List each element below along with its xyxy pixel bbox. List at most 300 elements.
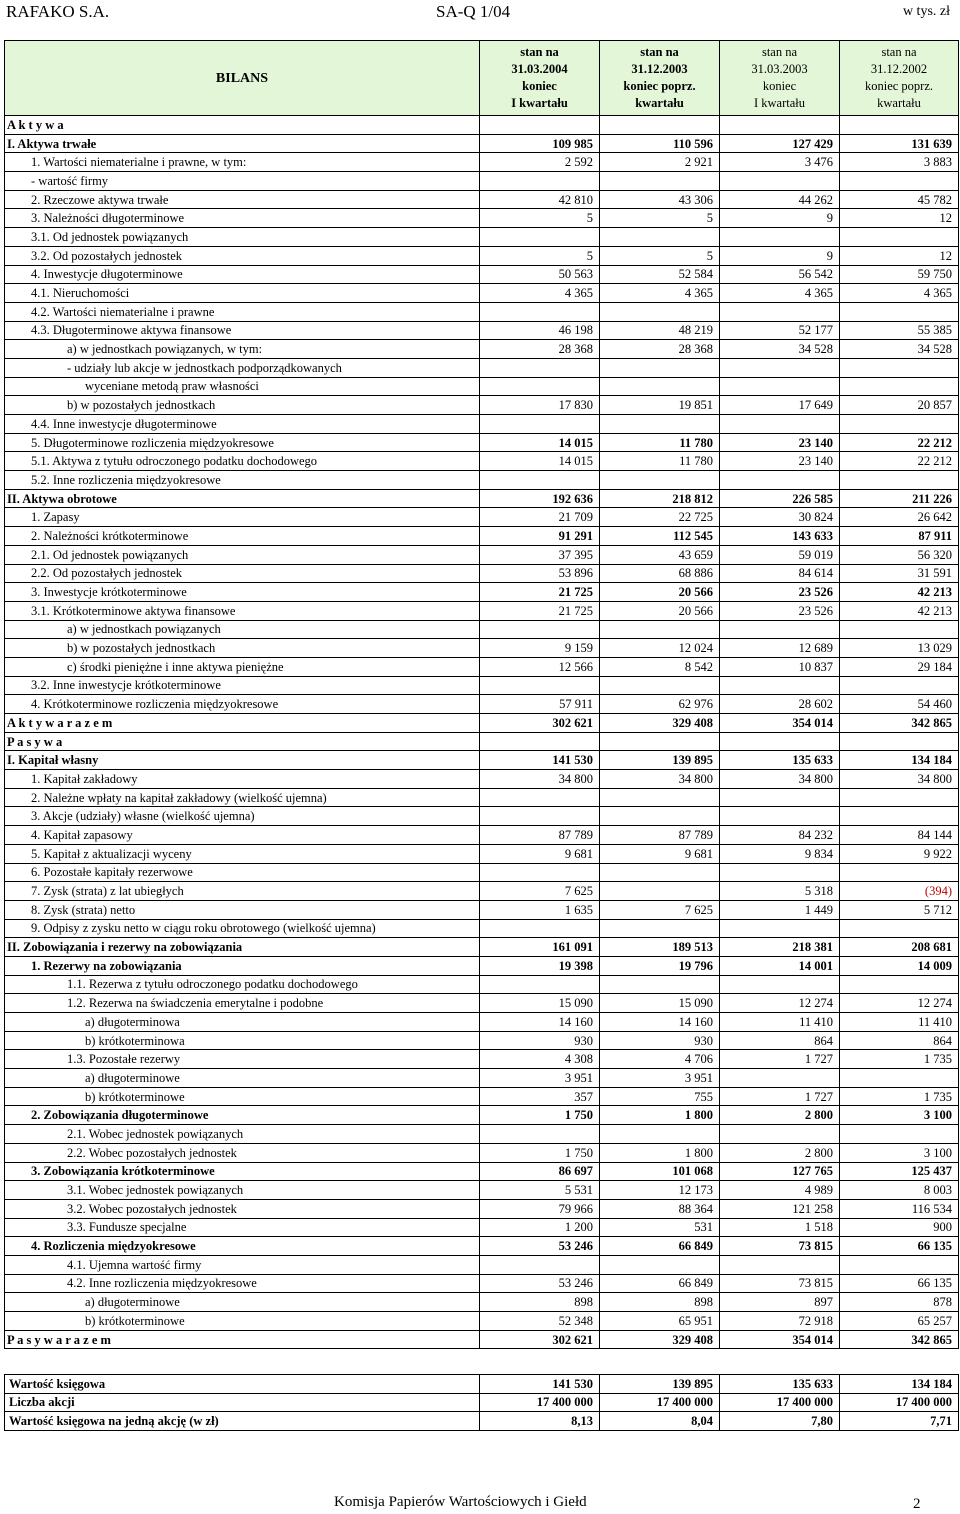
row-value xyxy=(720,919,840,938)
row-value xyxy=(600,358,720,377)
table-row xyxy=(5,358,959,377)
row-value: 131 639 xyxy=(840,134,959,153)
row-value: 226 585 xyxy=(720,489,840,508)
row-value: 9 xyxy=(720,209,840,228)
row-label: 1.3. Pozostałe rezerwy xyxy=(5,1050,480,1069)
table-row xyxy=(5,1293,959,1312)
row-value: 34 800 xyxy=(720,770,840,789)
row-value: 4 308 xyxy=(480,1050,600,1069)
row-label: II. Zobowiązania i rezerwy na zobowiązania xyxy=(5,938,480,957)
row-value: 342 865 xyxy=(840,1330,959,1349)
row-value: 15 090 xyxy=(600,994,720,1013)
table-row xyxy=(5,1050,959,1069)
row-value: 125 437 xyxy=(840,1162,959,1181)
row-value xyxy=(720,302,840,321)
row-value: 135 633 xyxy=(720,751,840,770)
row-label: - udziały lub akcje w jednostkach podporządkowanych xyxy=(5,358,480,377)
unit-label: w tys. zł xyxy=(902,4,950,19)
row-label: a) długoterminowa xyxy=(5,1013,480,1032)
row-value xyxy=(720,358,840,377)
row-value: 112 545 xyxy=(600,527,720,546)
summary-value: 139 895 xyxy=(600,1375,720,1394)
row-value: 19 851 xyxy=(600,396,720,415)
row-value: 20 566 xyxy=(600,601,720,620)
page-number: 2 xyxy=(913,1496,921,1512)
company-name: RAFAKO S.A. xyxy=(6,2,110,21)
table-row xyxy=(5,1013,959,1032)
row-label: b) krótkoterminowe xyxy=(5,1312,480,1331)
row-value xyxy=(480,1125,600,1144)
row-value: 87 789 xyxy=(600,826,720,845)
row-label: 2.1. Od jednostek powiązanych xyxy=(5,545,480,564)
row-value: 3 476 xyxy=(720,153,840,172)
summary-label: Wartość księgowa xyxy=(5,1375,480,1394)
row-value: 65 257 xyxy=(840,1312,959,1331)
row-value: 4 365 xyxy=(840,284,959,303)
column-header-line: kwartału xyxy=(635,96,684,110)
row-label: c) środki pieniężne i inne aktywa pieniężne xyxy=(5,657,480,676)
row-value: 14 160 xyxy=(480,1013,600,1032)
summary-row xyxy=(5,1375,959,1394)
row-value xyxy=(840,358,959,377)
table-row xyxy=(5,527,959,546)
row-value: 54 460 xyxy=(840,695,959,714)
row-value: 5 xyxy=(600,246,720,265)
row-value xyxy=(480,471,600,490)
row-value xyxy=(600,302,720,321)
row-value: 1 727 xyxy=(720,1087,840,1106)
table-row xyxy=(5,826,959,845)
row-value: 59 750 xyxy=(840,265,959,284)
table-row xyxy=(5,788,959,807)
row-value: 37 395 xyxy=(480,545,600,564)
row-value: 11 780 xyxy=(600,452,720,471)
row-value: 53 246 xyxy=(480,1237,600,1256)
table-row xyxy=(5,377,959,396)
row-label: 1.2. Rezerwa na świadczenia emerytalne i podobne xyxy=(5,994,480,1013)
row-label: 4.1. Nieruchomości xyxy=(5,284,480,303)
row-value: 43 659 xyxy=(600,545,720,564)
summary-row xyxy=(5,1393,959,1412)
row-value: 73 815 xyxy=(720,1274,840,1293)
row-value: 45 782 xyxy=(840,190,959,209)
row-value: 8 003 xyxy=(840,1181,959,1200)
row-value: 34 528 xyxy=(720,340,840,359)
row-label: 6. Pozostałe kapitały rezerwowe xyxy=(5,863,480,882)
row-value xyxy=(720,1125,840,1144)
row-value xyxy=(600,807,720,826)
table-header-row xyxy=(5,41,959,116)
table-row xyxy=(5,545,959,564)
row-value: 11 410 xyxy=(720,1013,840,1032)
row-label: 4.4. Inne inwestycje długoterminowe xyxy=(5,415,480,434)
row-label: a) długoterminowe xyxy=(5,1293,480,1312)
row-value: 4 365 xyxy=(480,284,600,303)
row-value xyxy=(480,807,600,826)
row-value xyxy=(480,863,600,882)
row-label: 4. Krótkoterminowe rozliczenia międzyokresowe xyxy=(5,695,480,714)
row-label: P a s y w a r a z e m xyxy=(5,1330,480,1349)
table-row xyxy=(5,284,959,303)
row-value: 21 709 xyxy=(480,508,600,527)
row-label: 8. Zysk (strata) netto xyxy=(5,900,480,919)
row-value: 66 849 xyxy=(600,1237,720,1256)
row-value: 5 318 xyxy=(720,882,840,901)
row-value xyxy=(600,1125,720,1144)
row-value: 3 951 xyxy=(480,1069,600,1088)
row-value: 53 896 xyxy=(480,564,600,583)
row-value xyxy=(720,975,840,994)
table-row xyxy=(5,1218,959,1237)
row-label: b) w pozostałych jednostkach xyxy=(5,639,480,658)
summary-value: 17 400 000 xyxy=(840,1393,959,1412)
table-row xyxy=(5,1181,959,1200)
row-value: 22 212 xyxy=(840,452,959,471)
table-row xyxy=(5,639,959,658)
summary-value: 17 400 000 xyxy=(480,1393,600,1412)
table-title: BILANS xyxy=(5,41,480,116)
row-value: 5 xyxy=(480,246,600,265)
summary-value: 7,80 xyxy=(720,1412,840,1431)
row-value: 211 226 xyxy=(840,489,959,508)
column-header xyxy=(600,41,720,116)
summary-label: Liczba akcji xyxy=(5,1393,480,1412)
row-value: 4 706 xyxy=(600,1050,720,1069)
row-value xyxy=(720,788,840,807)
row-value: 1 735 xyxy=(840,1087,959,1106)
table-row xyxy=(5,1069,959,1088)
row-value: 17 830 xyxy=(480,396,600,415)
table-row xyxy=(5,1199,959,1218)
row-label: 5. Długoterminowe rozliczenia międzyokresowe xyxy=(5,433,480,452)
row-label: A k t y w a xyxy=(5,116,480,135)
document-id: SA-Q 1/04 xyxy=(436,2,511,21)
row-value xyxy=(480,302,600,321)
column-header-line: I kwartału xyxy=(511,96,568,110)
row-value xyxy=(840,471,959,490)
row-value xyxy=(840,415,959,434)
row-value: 208 681 xyxy=(840,938,959,957)
row-value xyxy=(840,1255,959,1274)
summary-value: 135 633 xyxy=(720,1375,840,1394)
summary-value: 141 530 xyxy=(480,1375,600,1394)
row-value xyxy=(840,302,959,321)
row-value xyxy=(480,377,600,396)
row-label: 3.2. Wobec pozostałych jednostek xyxy=(5,1199,480,1218)
row-value: 20 857 xyxy=(840,396,959,415)
column-header-line: stan na xyxy=(881,45,917,59)
row-value xyxy=(840,788,959,807)
row-value: 79 966 xyxy=(480,1199,600,1218)
row-value: 127 429 xyxy=(720,134,840,153)
row-value xyxy=(840,732,959,751)
row-value: 14 001 xyxy=(720,956,840,975)
row-label: 4.2. Wartości niematerialne i prawne xyxy=(5,302,480,321)
summary-row xyxy=(5,1412,959,1431)
row-value: 4 365 xyxy=(600,284,720,303)
row-value: 23 526 xyxy=(720,601,840,620)
row-label: 3.1. Wobec jednostek powiązanych xyxy=(5,1181,480,1200)
row-value xyxy=(840,1125,959,1144)
row-value: 4 989 xyxy=(720,1181,840,1200)
row-label: 4. Inwestycje długoterminowe xyxy=(5,265,480,284)
row-value: 12 274 xyxy=(840,994,959,1013)
row-label: 5.2. Inne rozliczenia międzyokresowe xyxy=(5,471,480,490)
table-row xyxy=(5,1330,959,1349)
row-value: 9 159 xyxy=(480,639,600,658)
row-value xyxy=(840,863,959,882)
row-value xyxy=(480,228,600,247)
table-row xyxy=(5,321,959,340)
row-value: 302 621 xyxy=(480,1330,600,1349)
table-row xyxy=(5,246,959,265)
row-value: 1 518 xyxy=(720,1218,840,1237)
row-label: 1.1. Rezerwa z tytułu odroczonego podatku dochodowego xyxy=(5,975,480,994)
row-value: 4 365 xyxy=(720,284,840,303)
summary-value: 17 400 000 xyxy=(600,1393,720,1412)
row-value: 34 528 xyxy=(840,340,959,359)
row-label: 2.1. Wobec jednostek powiązanych xyxy=(5,1125,480,1144)
row-value xyxy=(600,1255,720,1274)
table-row xyxy=(5,583,959,602)
row-value: 116 534 xyxy=(840,1199,959,1218)
row-value: 864 xyxy=(840,1031,959,1050)
row-value: 9 681 xyxy=(600,844,720,863)
row-value: 29 184 xyxy=(840,657,959,676)
row-label: I. Aktywa trwałe xyxy=(5,134,480,153)
row-label: 3. Zobowiązania krótkoterminowe xyxy=(5,1162,480,1181)
summary-value: 8,04 xyxy=(600,1412,720,1431)
table-row xyxy=(5,1087,959,1106)
table-row xyxy=(5,508,959,527)
row-value: 12 xyxy=(840,246,959,265)
column-header-line: 31.03.2004 xyxy=(511,62,568,76)
row-value xyxy=(840,1069,959,1088)
row-value: 141 530 xyxy=(480,751,600,770)
row-value xyxy=(480,732,600,751)
column-header-line: koniec poprz. xyxy=(623,79,696,93)
row-value: 28 368 xyxy=(480,340,600,359)
row-label: 3.3. Fundusze specjalne xyxy=(5,1218,480,1237)
row-value: 354 014 xyxy=(720,714,840,733)
row-value: 50 563 xyxy=(480,265,600,284)
row-value: 302 621 xyxy=(480,714,600,733)
row-value xyxy=(600,620,720,639)
row-value xyxy=(840,807,959,826)
row-value: 9 681 xyxy=(480,844,600,863)
row-value xyxy=(600,471,720,490)
column-header xyxy=(480,41,600,116)
table-row xyxy=(5,302,959,321)
row-value xyxy=(480,676,600,695)
row-label: 3. Akcje (udziały) własne (wielkość ujemna) xyxy=(5,807,480,826)
table-row xyxy=(5,452,959,471)
row-value: 57 911 xyxy=(480,695,600,714)
row-value xyxy=(720,676,840,695)
row-value: 11 780 xyxy=(600,433,720,452)
table-row xyxy=(5,489,959,508)
row-value: 55 385 xyxy=(840,321,959,340)
row-label: 3. Inwestycje krótkoterminowe xyxy=(5,583,480,602)
row-value: 218 812 xyxy=(600,489,720,508)
commission-name: Komisja Papierów Wartościowych i Giełd xyxy=(334,1494,587,1510)
row-value: 34 800 xyxy=(480,770,600,789)
row-value: 5 xyxy=(480,209,600,228)
row-label: 2. Rzeczowe aktywa trwałe xyxy=(5,190,480,209)
row-value: 14 015 xyxy=(480,433,600,452)
table-row xyxy=(5,657,959,676)
row-value: 1 800 xyxy=(600,1106,720,1125)
column-header-line: koniec xyxy=(762,79,797,93)
column-header-line: kwartału xyxy=(877,96,921,110)
table-row xyxy=(5,751,959,770)
row-value xyxy=(840,116,959,135)
summary-value: 7,71 xyxy=(840,1412,959,1431)
row-value: 1 635 xyxy=(480,900,600,919)
row-value: 52 348 xyxy=(480,1312,600,1331)
row-label: II. Aktywa obrotowe xyxy=(5,489,480,508)
summary-label: Wartość księgowa na jedną akcję (w zł) xyxy=(5,1412,480,1431)
row-label: 9. Odpisy z zysku netto w ciągu roku obrotowego (wielkość ujemna) xyxy=(5,919,480,938)
row-value: 3 883 xyxy=(840,153,959,172)
row-value: 42 213 xyxy=(840,601,959,620)
row-value: 73 815 xyxy=(720,1237,840,1256)
row-value: 9 922 xyxy=(840,844,959,863)
row-value: 9 xyxy=(720,246,840,265)
row-label: 3.2. Inne inwestycje krótkoterminowe xyxy=(5,676,480,695)
row-value: 48 219 xyxy=(600,321,720,340)
row-value: 20 566 xyxy=(600,583,720,602)
row-label: 3. Należności długoterminowe xyxy=(5,209,480,228)
table-row xyxy=(5,956,959,975)
row-value: 52 584 xyxy=(600,265,720,284)
row-value xyxy=(840,975,959,994)
row-value: 1 727 xyxy=(720,1050,840,1069)
row-label: 2. Zobowiązania długoterminowe xyxy=(5,1106,480,1125)
row-value: 898 xyxy=(480,1293,600,1312)
row-value: 2 921 xyxy=(600,153,720,172)
row-value xyxy=(720,1069,840,1088)
row-label: - wartość firmy xyxy=(5,172,480,191)
row-value xyxy=(600,172,720,191)
row-value: 101 068 xyxy=(600,1162,720,1181)
row-value: 34 800 xyxy=(600,770,720,789)
row-label: b) krótkoterminowe xyxy=(5,1087,480,1106)
row-value: 1 449 xyxy=(720,900,840,919)
table-row xyxy=(5,172,959,191)
row-label: 4. Kapitał zapasowy xyxy=(5,826,480,845)
table-row xyxy=(5,620,959,639)
row-value: 109 985 xyxy=(480,134,600,153)
row-value xyxy=(600,863,720,882)
row-value: 134 184 xyxy=(840,751,959,770)
row-value: 143 633 xyxy=(720,527,840,546)
row-value: 65 951 xyxy=(600,1312,720,1331)
table-row xyxy=(5,1106,959,1125)
balance-sheet-table xyxy=(4,40,959,1349)
row-value: 23 526 xyxy=(720,583,840,602)
row-label: a) w jednostkach powiązanych xyxy=(5,620,480,639)
row-label: I. Kapitał własny xyxy=(5,751,480,770)
row-value: 43 306 xyxy=(600,190,720,209)
row-value xyxy=(720,863,840,882)
row-value xyxy=(480,975,600,994)
row-value: 127 765 xyxy=(720,1162,840,1181)
row-value xyxy=(600,228,720,247)
row-label: a) długoterminowe xyxy=(5,1069,480,1088)
table-row xyxy=(5,770,959,789)
table-row xyxy=(5,695,959,714)
row-value xyxy=(480,1255,600,1274)
row-value: 12 689 xyxy=(720,639,840,658)
row-label: 3.1. Od jednostek powiązanych xyxy=(5,228,480,247)
row-value: 22 212 xyxy=(840,433,959,452)
row-value xyxy=(600,676,720,695)
row-value xyxy=(480,172,600,191)
row-value: 23 140 xyxy=(720,433,840,452)
table-row xyxy=(5,676,959,695)
row-value: 19 398 xyxy=(480,956,600,975)
row-value: 52 177 xyxy=(720,321,840,340)
row-value: 12 274 xyxy=(720,994,840,1013)
row-label: 2.2. Wobec pozostałych jednostek xyxy=(5,1143,480,1162)
table-row xyxy=(5,938,959,957)
table-row xyxy=(5,340,959,359)
row-value xyxy=(840,676,959,695)
table-row xyxy=(5,1143,959,1162)
row-value: 84 144 xyxy=(840,826,959,845)
row-value: 755 xyxy=(600,1087,720,1106)
row-value: 46 198 xyxy=(480,321,600,340)
row-label: 1. Kapitał zakładowy xyxy=(5,770,480,789)
row-value: 10 837 xyxy=(720,657,840,676)
row-value: 42 810 xyxy=(480,190,600,209)
row-value xyxy=(600,415,720,434)
row-value: 930 xyxy=(600,1031,720,1050)
summary-value: 8,13 xyxy=(480,1412,600,1431)
row-label: 5.1. Aktywa z tytułu odroczonego podatku dochodowego xyxy=(5,452,480,471)
column-header-line: stan na xyxy=(520,45,559,59)
summary-value: 134 184 xyxy=(840,1375,959,1394)
column-header-line: 31.12.2003 xyxy=(631,62,688,76)
row-value: 7 625 xyxy=(480,882,600,901)
table-row xyxy=(5,564,959,583)
row-value: 31 591 xyxy=(840,564,959,583)
row-value: 72 918 xyxy=(720,1312,840,1331)
table-row xyxy=(5,732,959,751)
row-value: 218 381 xyxy=(720,938,840,957)
row-value xyxy=(720,1255,840,1274)
row-value xyxy=(480,415,600,434)
row-value: 12 xyxy=(840,209,959,228)
row-value: 357 xyxy=(480,1087,600,1106)
row-value: 14 015 xyxy=(480,452,600,471)
row-value: 864 xyxy=(720,1031,840,1050)
row-value xyxy=(600,975,720,994)
row-value: 53 246 xyxy=(480,1274,600,1293)
row-value xyxy=(480,788,600,807)
row-value: 342 865 xyxy=(840,714,959,733)
row-value: 26 642 xyxy=(840,508,959,527)
column-header-line: 31.12.2002 xyxy=(870,62,928,76)
row-label: 4.2. Inne rozliczenia międzyokresowe xyxy=(5,1274,480,1293)
row-label: 1. Wartości niematerialne i prawne, w tym: xyxy=(5,153,480,172)
table-row xyxy=(5,134,959,153)
row-value xyxy=(720,471,840,490)
column-header xyxy=(720,41,840,116)
row-label: P a s y w a xyxy=(5,732,480,751)
table-row xyxy=(5,228,959,247)
